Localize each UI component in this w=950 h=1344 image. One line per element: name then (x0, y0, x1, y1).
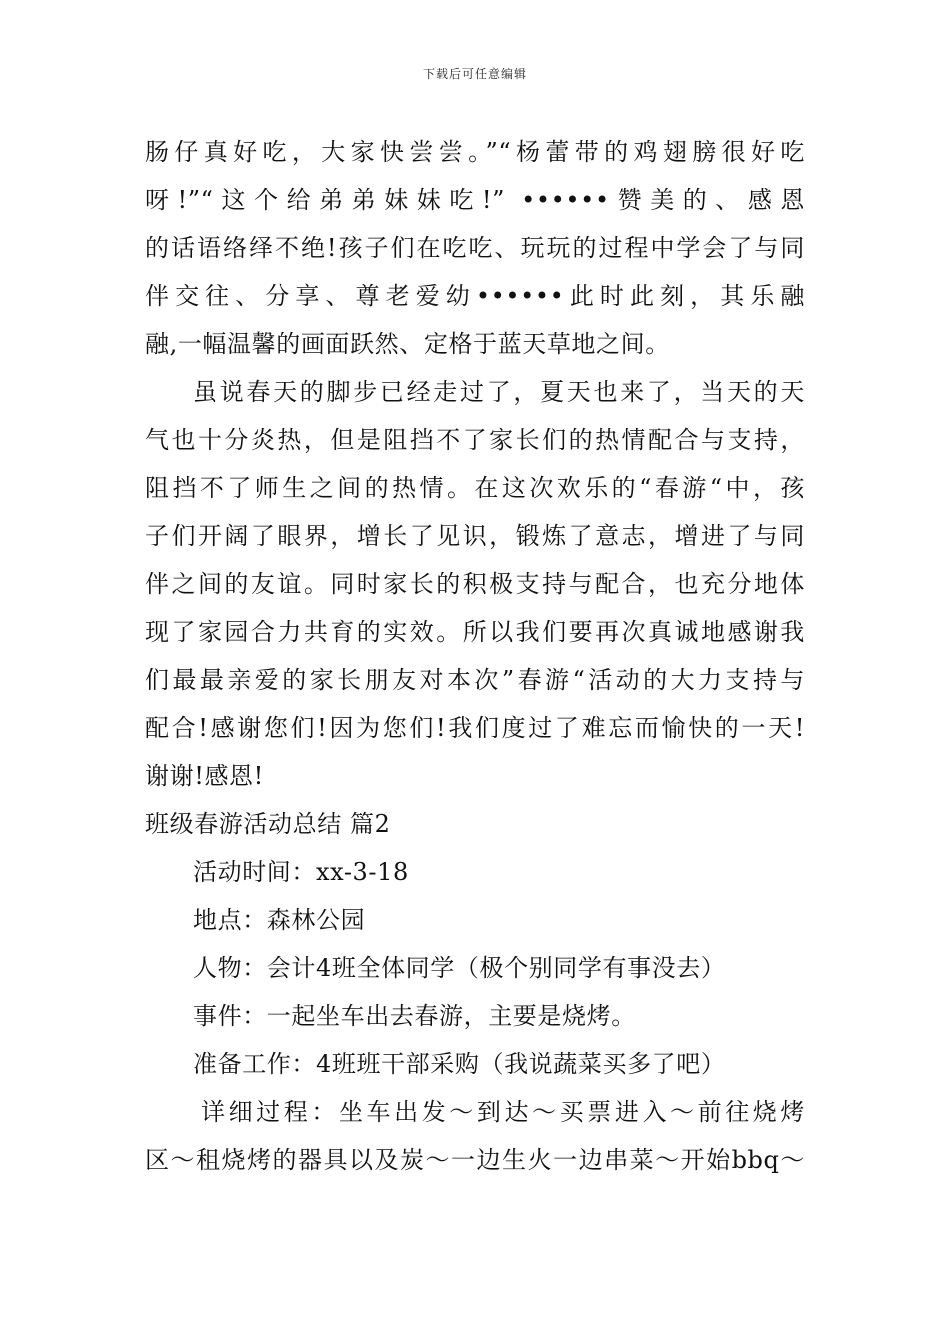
detail-line: 事件：一起坐车出去春游，主要是烧烤。 (193, 1002, 636, 1030)
paragraph-line: 谢谢!感恩! (145, 762, 264, 790)
paragraph-line: 阻挡不了师生之间的热情。在这次欢乐的“春游“中，孩 (145, 474, 805, 502)
section-heading: 班级春游活动总结 篇2 (145, 810, 391, 838)
paragraph-line: 气也十分炎热，但是阻挡不了家长们的热情配合与支持， (145, 426, 805, 454)
paragraph-line: 伴之间的友谊。同时家长的积极支持与配合，也充分地体 (145, 570, 805, 598)
detail-line: 人物：会计4班全体同学（极个别同学有事没去） (193, 954, 726, 982)
paragraph-line: 们最最亲爱的家长朋友对本次”春游“活动的大力支持与 (145, 666, 805, 694)
paragraph-line: 子们开阔了眼界，增长了见识，锻炼了意志，增进了与同 (145, 522, 805, 550)
document-body (145, 128, 805, 1184)
detail-line: 详细过程：坐车出发～到达～买票进入～前往烧烤 (201, 1098, 805, 1126)
paragraph-line: 肠仔真好吃，大家快尝尝。”“杨蕾带的鸡翅膀很好吃 (145, 138, 805, 166)
paragraph-line: 的话语络绎不绝!孩子们在吃吃、玩玩的过程中学会了与同 (145, 234, 805, 262)
paragraph-line: 虽说春天的脚步已经走过了，夏天也来了，当天的天 (193, 378, 805, 406)
paragraph-line: 配合!感谢您们!因为您们!我们度过了难忘而愉快的一天! (145, 714, 805, 742)
page-header: 下载后可任意编辑 (422, 67, 527, 81)
detail-line: 地点：森林公园 (193, 906, 366, 934)
detail-line: 准备工作：4班班干部采购（我说蔬菜买多了吧） (193, 1050, 726, 1078)
paragraph-line: 呀!”“这个给弟弟妹妹吃!” ••••••赞美的、感恩 (145, 186, 805, 214)
paragraph-line: 融,一幅温馨的画面跃然、定格于蓝天草地之间。 (145, 330, 670, 358)
detail-line: 区～租烧烤的器具以及炭～一边生火一边串菜～开始bbq～ (145, 1146, 805, 1174)
paragraph-line: 伴交往、分享、尊老爱幼••••••此时此刻，其乐融 (145, 282, 805, 310)
paragraph-line: 现了家园合力共育的实效。所以我们要再次真诚地感谢我 (145, 618, 805, 646)
detail-line: 活动时间：xx-3-18 (193, 858, 409, 886)
